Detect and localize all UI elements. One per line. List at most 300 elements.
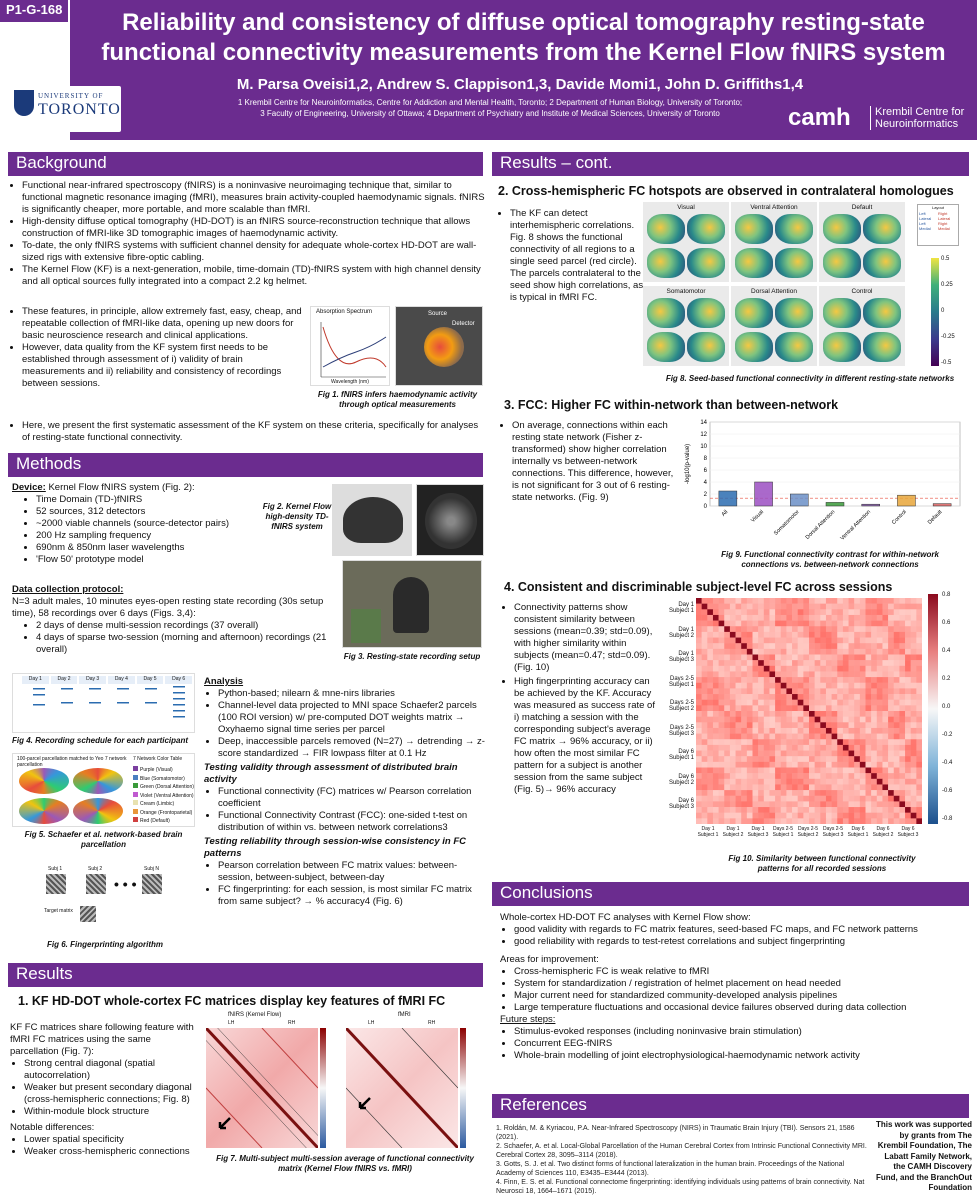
brain-surface-icon <box>647 332 685 362</box>
fig10-cell <box>775 790 781 796</box>
fig10-cell <box>860 779 866 785</box>
fig10-cell <box>781 626 787 632</box>
fig10-cell <box>894 683 900 689</box>
fig10-cell <box>758 722 764 728</box>
fig10-cell <box>911 801 917 807</box>
fig10-cell <box>911 796 917 802</box>
fig10-cell <box>860 700 866 706</box>
fig10-cell <box>769 671 775 677</box>
fig10-cell <box>696 773 702 779</box>
fig10-cell <box>809 773 815 779</box>
validity-label: Testing validity through assessment of distributed brain activity <box>204 762 458 785</box>
fig10-cell <box>882 751 888 757</box>
fig10-cell <box>877 739 883 745</box>
fig10-cell <box>882 734 888 740</box>
fig10-cell <box>871 779 877 785</box>
fig10-cell <box>803 643 809 649</box>
fig10-cell <box>741 700 747 706</box>
fig10-cell <box>888 615 894 621</box>
fig10-cell <box>798 734 804 740</box>
fig10-cell <box>854 734 860 740</box>
fig10-cell <box>905 773 911 779</box>
fig10-cell <box>747 700 753 706</box>
fig10-cell <box>792 632 798 638</box>
fig10-cell <box>786 768 792 774</box>
fig10-cell <box>877 756 883 762</box>
fig10-cell <box>843 615 849 621</box>
fig10-cell <box>866 807 872 813</box>
fig10-cell <box>899 722 905 728</box>
fig10-cell <box>820 655 826 661</box>
fig3-setup-photo <box>342 560 482 648</box>
fc-matrix-heatmap <box>206 1028 318 1148</box>
brain-surface-icon <box>647 248 685 278</box>
fig10-cell <box>911 739 917 745</box>
fig10-cell <box>809 632 815 638</box>
fig10-cell <box>707 762 713 768</box>
fig10-cell <box>736 694 742 700</box>
fig10-cell <box>792 609 798 615</box>
fig10-row-label: Days 2-5 Subject 2 <box>668 700 694 712</box>
fig10-cell <box>702 768 708 774</box>
fig10-cell <box>724 790 730 796</box>
fig10-cell <box>781 717 787 723</box>
fig10-cell <box>792 801 798 807</box>
fig10-cell <box>837 790 843 796</box>
fig10-cell <box>916 632 922 638</box>
fig10-cell <box>882 768 888 774</box>
fig10-cell <box>702 694 708 700</box>
fig10-cell <box>753 813 759 819</box>
fig10-cell <box>916 609 922 615</box>
fig10-cell <box>820 762 826 768</box>
affiliation-line-2: 3 Faculty of Engineering, University of Ottawa; 4 Department of Psychiatry and Institute of Medical Sciences, University of Toronto <box>260 109 720 118</box>
fig10-cell <box>837 649 843 655</box>
brain-surface-icon <box>863 298 901 328</box>
fig10-cell <box>911 609 917 615</box>
fig10-cell <box>837 745 843 751</box>
fig10-cell <box>707 626 713 632</box>
fig10-cell <box>736 807 742 813</box>
legend-swatch <box>133 766 138 771</box>
fig10-cell <box>899 813 905 819</box>
fig10-cell <box>899 666 905 672</box>
fig10-cell <box>911 598 917 604</box>
fig10-cell <box>837 768 843 774</box>
fig10-cell <box>730 790 736 796</box>
fig10-cell <box>815 660 821 666</box>
fig10-cell <box>882 615 888 621</box>
protocol-item: • 4 days of sparse two-session (morning and afternoon) recordings (21 overall) <box>36 632 342 656</box>
fig10-cell <box>730 683 736 689</box>
fig10-cell <box>866 773 872 779</box>
legend-entry <box>133 775 195 784</box>
fig7-lh: LH <box>228 1020 235 1026</box>
fig10-cell <box>860 728 866 734</box>
fig10-cell <box>775 649 781 655</box>
fig10-cell <box>877 807 883 813</box>
fig10-cell <box>905 598 911 604</box>
fig10-cell <box>736 632 742 638</box>
fig10-cell <box>775 717 781 723</box>
fig10-cell <box>826 739 832 745</box>
fig10-cell <box>849 688 855 694</box>
fig10-cell <box>894 598 900 604</box>
fig10-cell <box>815 751 821 757</box>
fig10-cell <box>724 722 730 728</box>
fig10-cell <box>798 671 804 677</box>
fig10-cell <box>747 711 753 717</box>
fig10-cell <box>849 621 855 627</box>
fig10-cell <box>849 784 855 790</box>
fig10-cell <box>815 722 821 728</box>
fig10-cell <box>702 666 708 672</box>
fig10-cell <box>866 598 872 604</box>
fig10-cell <box>837 784 843 790</box>
fig10-cell <box>860 705 866 711</box>
fig10-cell <box>713 739 719 745</box>
fig10-cell <box>905 768 911 774</box>
fig10-cell <box>860 649 866 655</box>
fig10-cell <box>702 655 708 661</box>
fig5-parcellation <box>12 753 195 827</box>
fig10-tick: -0.8 <box>942 816 953 822</box>
fig10-cell <box>719 609 725 615</box>
fig10-cell <box>741 711 747 717</box>
fig10-cell <box>815 700 821 706</box>
fig10-cell <box>758 683 764 689</box>
fig10-cell <box>882 655 888 661</box>
fig10-cell <box>781 694 787 700</box>
fig10-cell <box>764 818 770 824</box>
fig10-cell <box>758 745 764 751</box>
fig10-cell <box>854 756 860 762</box>
fig10-cell <box>809 688 815 694</box>
fig10-cell <box>809 666 815 672</box>
fig10-cell <box>741 807 747 813</box>
fig10-cell <box>871 649 877 655</box>
fig10-cell <box>786 711 792 717</box>
fig10-cell <box>843 666 849 672</box>
fig10-cell <box>747 768 753 774</box>
fig10-cell <box>713 756 719 762</box>
fig10-cell <box>769 807 775 813</box>
fig10-cell <box>702 688 708 694</box>
fig10-cell <box>769 796 775 802</box>
legend-entry <box>133 783 195 792</box>
fig10-cell <box>764 728 770 734</box>
poster-code: P1-G-168 <box>0 0 68 22</box>
fig10-cell <box>775 722 781 728</box>
fig10-cell <box>894 615 900 621</box>
fig10-cell <box>877 660 883 666</box>
fig10-cell <box>803 734 809 740</box>
fig10-cell <box>769 728 775 734</box>
fig10-cell <box>724 688 730 694</box>
fig10-cell <box>843 734 849 740</box>
fig10-cell <box>877 790 883 796</box>
fig10-cell <box>803 745 809 751</box>
fig10-cell <box>696 711 702 717</box>
fig10-cell <box>781 818 787 824</box>
fig10-cell <box>730 756 736 762</box>
fig10-cell <box>769 813 775 819</box>
camh-subtitle <box>870 106 964 130</box>
fig10-cell <box>826 626 832 632</box>
fig10-cell <box>798 818 804 824</box>
fig10-cell <box>696 609 702 615</box>
fig10-cell <box>736 739 742 745</box>
fig10-cell <box>877 609 883 615</box>
fig6-fingerprinting <box>40 866 170 934</box>
fig10-cell <box>702 801 708 807</box>
r2-body <box>496 208 644 304</box>
fig10-cell <box>860 621 866 627</box>
fig10-cell <box>753 756 759 762</box>
fig10-cell <box>899 660 905 666</box>
fig10-cell <box>713 615 719 621</box>
fig10-cell <box>786 671 792 677</box>
authors: M. Parsa Oveisi1,2, Andrew S. Clappison1,3, Davide Momi1, John D. Griffiths1,4 <box>236 76 804 93</box>
fig10-cell <box>820 598 826 604</box>
fig10-cell <box>747 818 753 824</box>
fig10-cell <box>899 762 905 768</box>
fig10-cell <box>803 779 809 785</box>
fig10-cell <box>719 688 725 694</box>
fig10-cell <box>899 621 905 627</box>
fig10-cell <box>741 609 747 615</box>
fig10-cell <box>758 643 764 649</box>
brain-surface-icon <box>687 332 725 362</box>
fig10-cell <box>849 671 855 677</box>
fig10-cell <box>854 773 860 779</box>
fig10-cell <box>707 666 713 672</box>
fig10-cell <box>854 632 860 638</box>
fig10-cell <box>707 813 713 819</box>
fig10-cell <box>820 801 826 807</box>
fig10-cell <box>899 632 905 638</box>
fig10-cell <box>905 711 911 717</box>
fig10-cell <box>854 598 860 604</box>
fig10-cell <box>798 779 804 785</box>
fig10-cell <box>764 762 770 768</box>
fig10-cell <box>905 756 911 762</box>
fig10-cell <box>798 739 804 745</box>
legend-swatch <box>133 783 138 788</box>
fig10-cell <box>894 688 900 694</box>
fig10-cell <box>781 655 787 661</box>
fig10-cell <box>854 779 860 785</box>
fig10-cell <box>792 762 798 768</box>
validity-item: • Functional connectivity (FC) matrices w/ Pearson correlation coefficient <box>218 786 486 810</box>
fig10-cell <box>905 818 911 824</box>
fig10-cell <box>724 818 730 824</box>
fmri-matrix-diagonal <box>346 1028 458 1148</box>
fig10-cell <box>820 660 826 666</box>
fig10-cell <box>786 626 792 632</box>
fig10-cell <box>832 598 838 604</box>
fig10-cell <box>843 762 849 768</box>
fig10-cell <box>854 711 860 717</box>
fig10-cell <box>820 632 826 638</box>
fig10-cell <box>747 756 753 762</box>
improve-item: • System for standardization / registration of helmet placement on head needed <box>514 978 970 990</box>
fig10-cell <box>798 784 804 790</box>
fig10-cell <box>702 722 708 728</box>
legend-entry <box>133 817 195 826</box>
fig10-cell <box>713 818 719 824</box>
fig10-cell <box>702 813 708 819</box>
fig10-cell <box>696 604 702 610</box>
fig10-cell <box>786 638 792 644</box>
fig10-cell <box>741 705 747 711</box>
fig10-cell <box>724 717 730 723</box>
fig10-cell <box>781 638 787 644</box>
fig10-cell <box>871 688 877 694</box>
fig10-cell <box>832 688 838 694</box>
fig10-cell <box>820 779 826 785</box>
fig10-cell <box>894 632 900 638</box>
improve-item: • Cross-hemispheric FC is weak relative to fMRI <box>514 966 970 978</box>
fig10-cell <box>849 638 855 644</box>
fig10-cell <box>747 773 753 779</box>
fig10-cell <box>736 688 742 694</box>
fig10-cell <box>798 615 804 621</box>
fig10-cell <box>899 604 905 610</box>
fig10-cell <box>815 621 821 627</box>
fig10-cell <box>826 762 832 768</box>
fig9-ytick: 14 <box>700 420 707 426</box>
fig10-cell <box>899 598 905 604</box>
fig10-cell <box>871 773 877 779</box>
fig10-cell <box>781 671 787 677</box>
fig10-cell <box>747 796 753 802</box>
fig10-row-label: Day 6 Subject 2 <box>668 773 694 786</box>
fig10-cell <box>764 717 770 723</box>
fig10-cell <box>837 801 843 807</box>
fig10-cell <box>719 694 725 700</box>
fig10-cell <box>741 649 747 655</box>
fig10-cell <box>849 801 855 807</box>
fig10-cell <box>736 762 742 768</box>
fig10-cell <box>849 683 855 689</box>
fig10-cell <box>815 632 821 638</box>
fig10-cell <box>707 734 713 740</box>
fig10-cell <box>854 621 860 627</box>
fig10-cell <box>764 655 770 661</box>
fig10-cell <box>826 813 832 819</box>
fig10-cell <box>707 796 713 802</box>
fig10-cell <box>866 666 872 672</box>
fig10-cell <box>786 734 792 740</box>
fig10-cell <box>894 660 900 666</box>
fig10-cell <box>916 688 922 694</box>
fig10-cell <box>899 615 905 621</box>
fig10-cell <box>911 784 917 790</box>
fig10-cell <box>894 801 900 807</box>
fig10-cell <box>916 660 922 666</box>
fig8-legend-title: Layout <box>931 205 944 210</box>
fig10-cell <box>826 671 832 677</box>
fig10-cell <box>888 700 894 706</box>
fig10-cell <box>815 705 821 711</box>
fig10-cell <box>736 801 742 807</box>
fig10-cell <box>803 739 809 745</box>
fig10-cell <box>826 722 832 728</box>
fig10-cell <box>769 818 775 824</box>
fig10-cell <box>916 745 922 751</box>
uoft-text-large: TORONTO <box>38 101 121 118</box>
fig10-cell <box>849 762 855 768</box>
fig10-cell <box>894 666 900 672</box>
fig10-cell <box>713 638 719 644</box>
fig10-cell <box>803 768 809 774</box>
fig10-cell <box>781 609 787 615</box>
fig10-cell <box>826 768 832 774</box>
fig10-cell <box>781 615 787 621</box>
fig10-cell <box>832 722 838 728</box>
fig10-cell <box>843 638 849 644</box>
fig10-cell <box>849 779 855 785</box>
fig10-cell <box>871 694 877 700</box>
fig10-cell <box>815 683 821 689</box>
fig10-cell <box>832 655 838 661</box>
fig10-cell <box>786 655 792 661</box>
fig10-cell <box>911 677 917 683</box>
fig10-cell <box>713 790 719 796</box>
fig10-cell <box>781 621 787 627</box>
fig10-cell <box>724 700 730 706</box>
fig10-cell <box>719 621 725 627</box>
fig10-cell <box>781 683 787 689</box>
fig8-panel <box>731 286 817 366</box>
fig10-cell <box>820 683 826 689</box>
fig10-cell <box>888 813 894 819</box>
brain-surface-icon <box>735 248 773 278</box>
fig10-cell <box>786 784 792 790</box>
fig10-cell <box>871 796 877 802</box>
device-label: Device: <box>12 482 46 493</box>
fig10-cell <box>707 711 713 717</box>
fig9-ytick: 2 <box>703 492 707 498</box>
fig10-cell <box>832 632 838 638</box>
fig10-cell <box>786 790 792 796</box>
fig10-cell <box>781 700 787 706</box>
fig10-cell <box>764 649 770 655</box>
fig9-bar <box>719 491 737 506</box>
fig10-cell <box>736 756 742 762</box>
fig10-cell <box>719 768 725 774</box>
fig10-cell <box>849 705 855 711</box>
fig10-cell <box>843 711 849 717</box>
fig10-cell <box>882 745 888 751</box>
fig10-cell <box>911 756 917 762</box>
fig10-cell <box>769 609 775 615</box>
fig10-col-label: Day 1 Subject 1 <box>697 826 719 838</box>
fig10-cell <box>803 818 809 824</box>
fig10-cell <box>849 694 855 700</box>
fig10-cell <box>741 638 747 644</box>
fig10-cell <box>769 660 775 666</box>
fig10-row-label: Days 2-5 Subject 1 <box>668 675 694 688</box>
fig10-cell <box>809 745 815 751</box>
fig10-cell <box>815 717 821 723</box>
fig10-cell <box>866 683 872 689</box>
fig10-cell <box>911 638 917 644</box>
fig10-cell <box>837 671 843 677</box>
fig10-cell <box>911 700 917 706</box>
fig10-tick: 0.2 <box>942 676 951 682</box>
